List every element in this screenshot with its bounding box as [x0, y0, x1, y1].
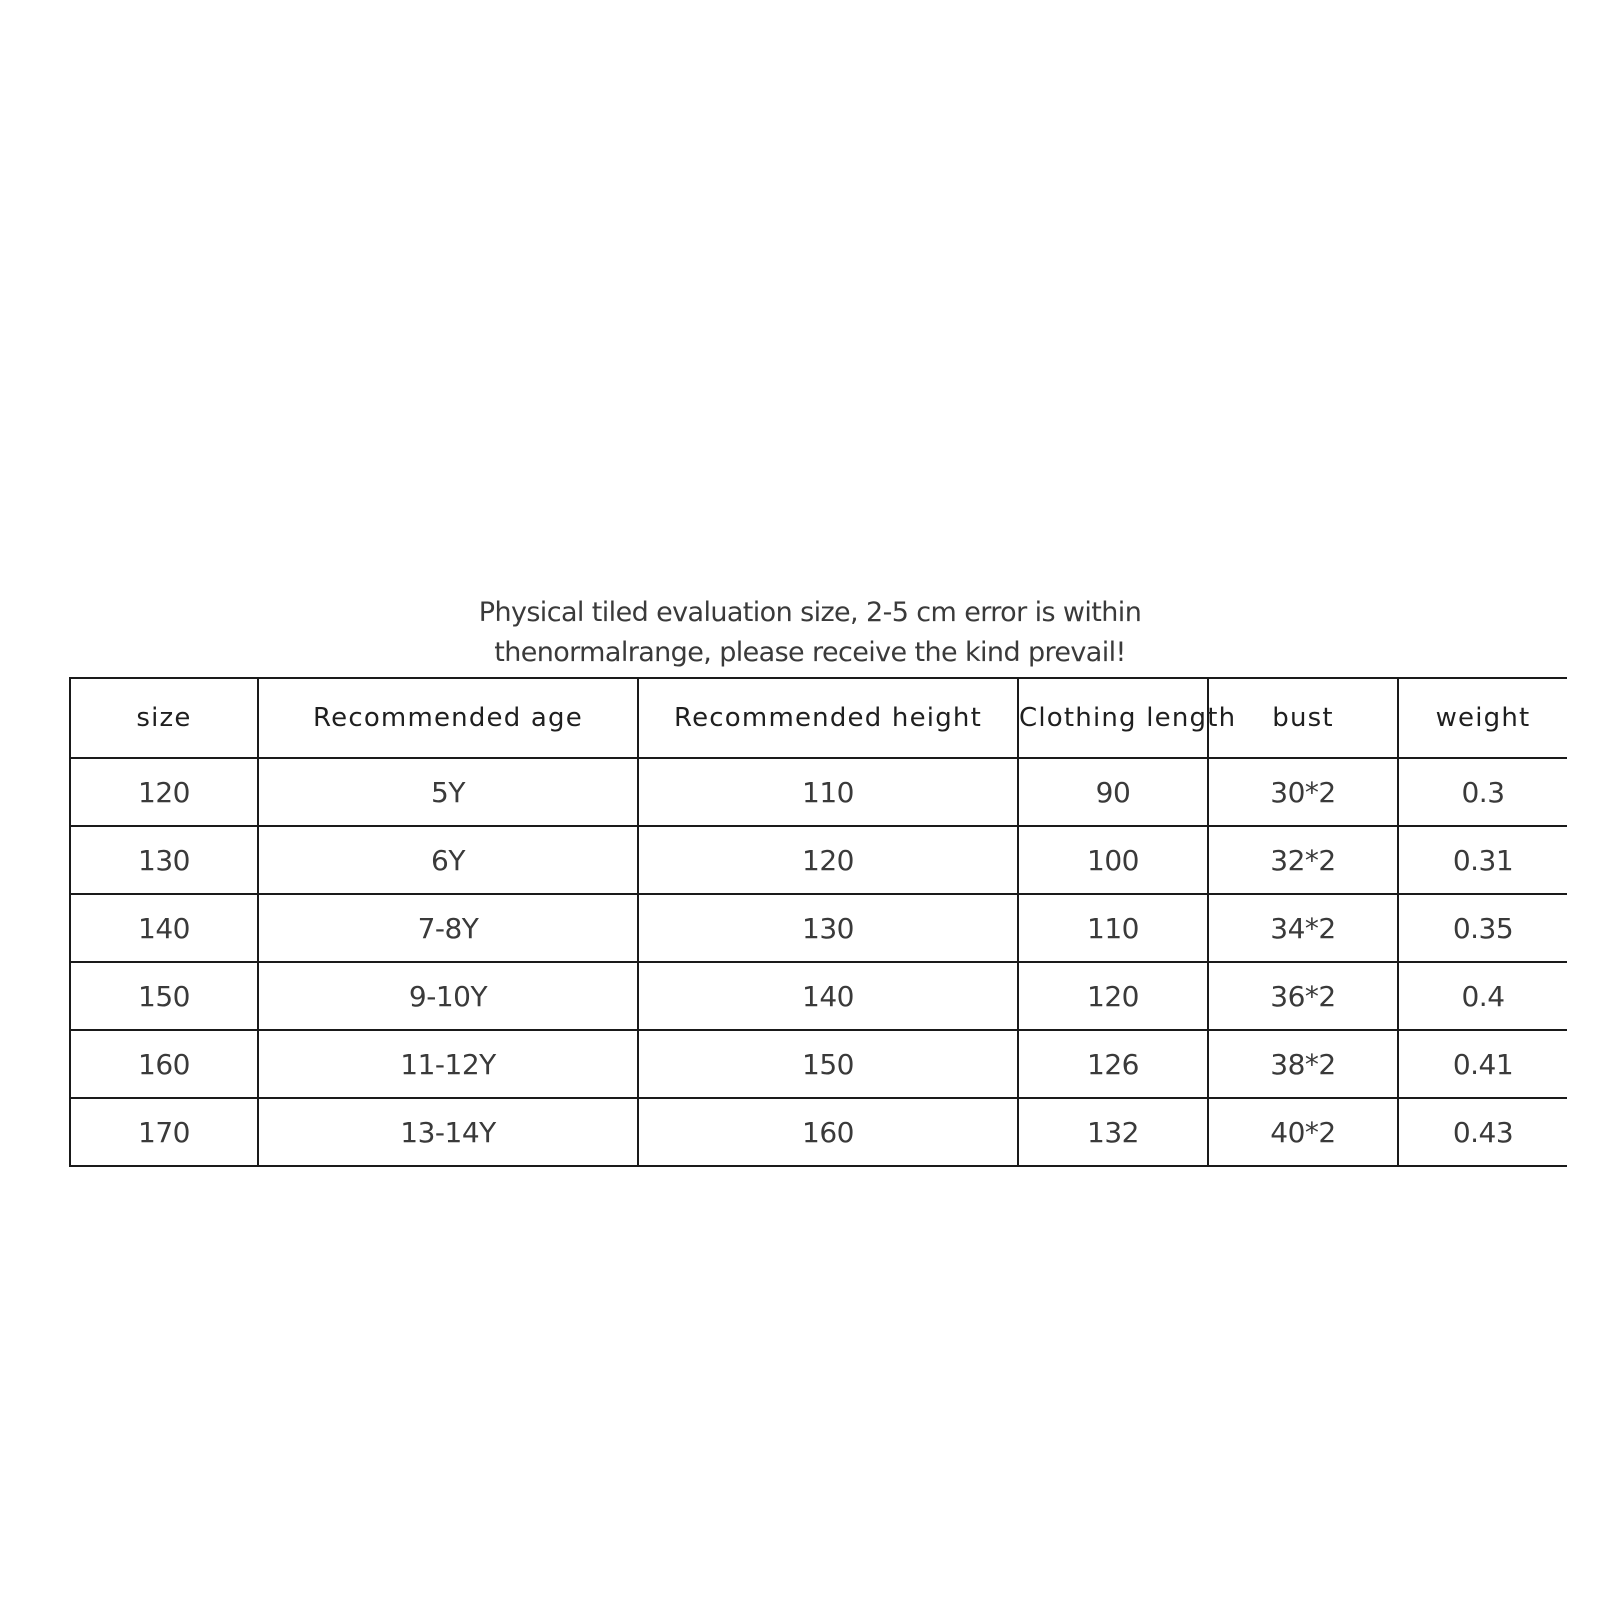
table-header-row: [70, 678, 1567, 758]
cell-size: 120: [70, 758, 258, 826]
cell-size: 170: [70, 1098, 258, 1166]
header-recommended-height: Recommended height: [638, 678, 1018, 758]
cell-recommended-height: 140: [638, 962, 1018, 1030]
cell-recommended-age: 13-14Y: [258, 1098, 638, 1166]
cell-weight: 0.43: [1398, 1098, 1567, 1166]
cell-weight: 0.35: [1398, 894, 1567, 962]
cell-bust: 32*2: [1208, 826, 1398, 894]
header-weight: weight: [1398, 678, 1567, 758]
cell-size: 140: [70, 894, 258, 962]
cell-bust: 30*2: [1208, 758, 1398, 826]
size-chart-table: [69, 677, 1567, 1167]
cell-recommended-height: 160: [638, 1098, 1018, 1166]
cell-recommended-height: 130: [638, 894, 1018, 962]
cell-clothing-length: 110: [1018, 894, 1208, 962]
cell-clothing-length: 132: [1018, 1098, 1208, 1166]
header-size: size: [70, 678, 258, 758]
cell-recommended-age: 6Y: [258, 826, 638, 894]
table-caption-line-2: thenormalrange, please receive the kind prevail!: [494, 637, 1126, 668]
cell-clothing-length: 126: [1018, 1030, 1208, 1098]
cell-recommended-age: 9-10Y: [258, 962, 638, 1030]
header-clothing-length: Clothing length: [1018, 678, 1208, 758]
table-caption-line-1: Physical tiled evaluation size, 2-5 cm error is within: [478, 597, 1142, 628]
cell-weight: 0.31: [1398, 826, 1567, 894]
cell-clothing-length: 100: [1018, 826, 1208, 894]
cell-recommended-height: 110: [638, 758, 1018, 826]
table-row: [70, 826, 1567, 894]
cell-recommended-height: 150: [638, 1030, 1018, 1098]
cell-recommended-age: 11-12Y: [258, 1030, 638, 1098]
table-row: [70, 758, 1567, 826]
cell-size: 150: [70, 962, 258, 1030]
header-recommended-age: Recommended age: [258, 678, 638, 758]
cell-recommended-age: 5Y: [258, 758, 638, 826]
cell-recommended-age: 7-8Y: [258, 894, 638, 962]
cell-clothing-length: 90: [1018, 758, 1208, 826]
cell-size: 130: [70, 826, 258, 894]
table-row: [70, 1030, 1567, 1098]
cell-bust: 38*2: [1208, 1030, 1398, 1098]
cell-weight: 0.3: [1398, 758, 1567, 826]
cell-bust: 40*2: [1208, 1098, 1398, 1166]
cell-bust: 36*2: [1208, 962, 1398, 1030]
cell-bust: 34*2: [1208, 894, 1398, 962]
cell-clothing-length: 120: [1018, 962, 1208, 1030]
header-bust: bust: [1208, 678, 1398, 758]
table-row: [70, 894, 1567, 962]
cell-recommended-height: 120: [638, 826, 1018, 894]
table-row: [70, 1098, 1567, 1166]
cell-weight: 0.41: [1398, 1030, 1567, 1098]
table-row: [70, 962, 1567, 1030]
cell-size: 160: [70, 1030, 258, 1098]
cell-weight: 0.4: [1398, 962, 1567, 1030]
